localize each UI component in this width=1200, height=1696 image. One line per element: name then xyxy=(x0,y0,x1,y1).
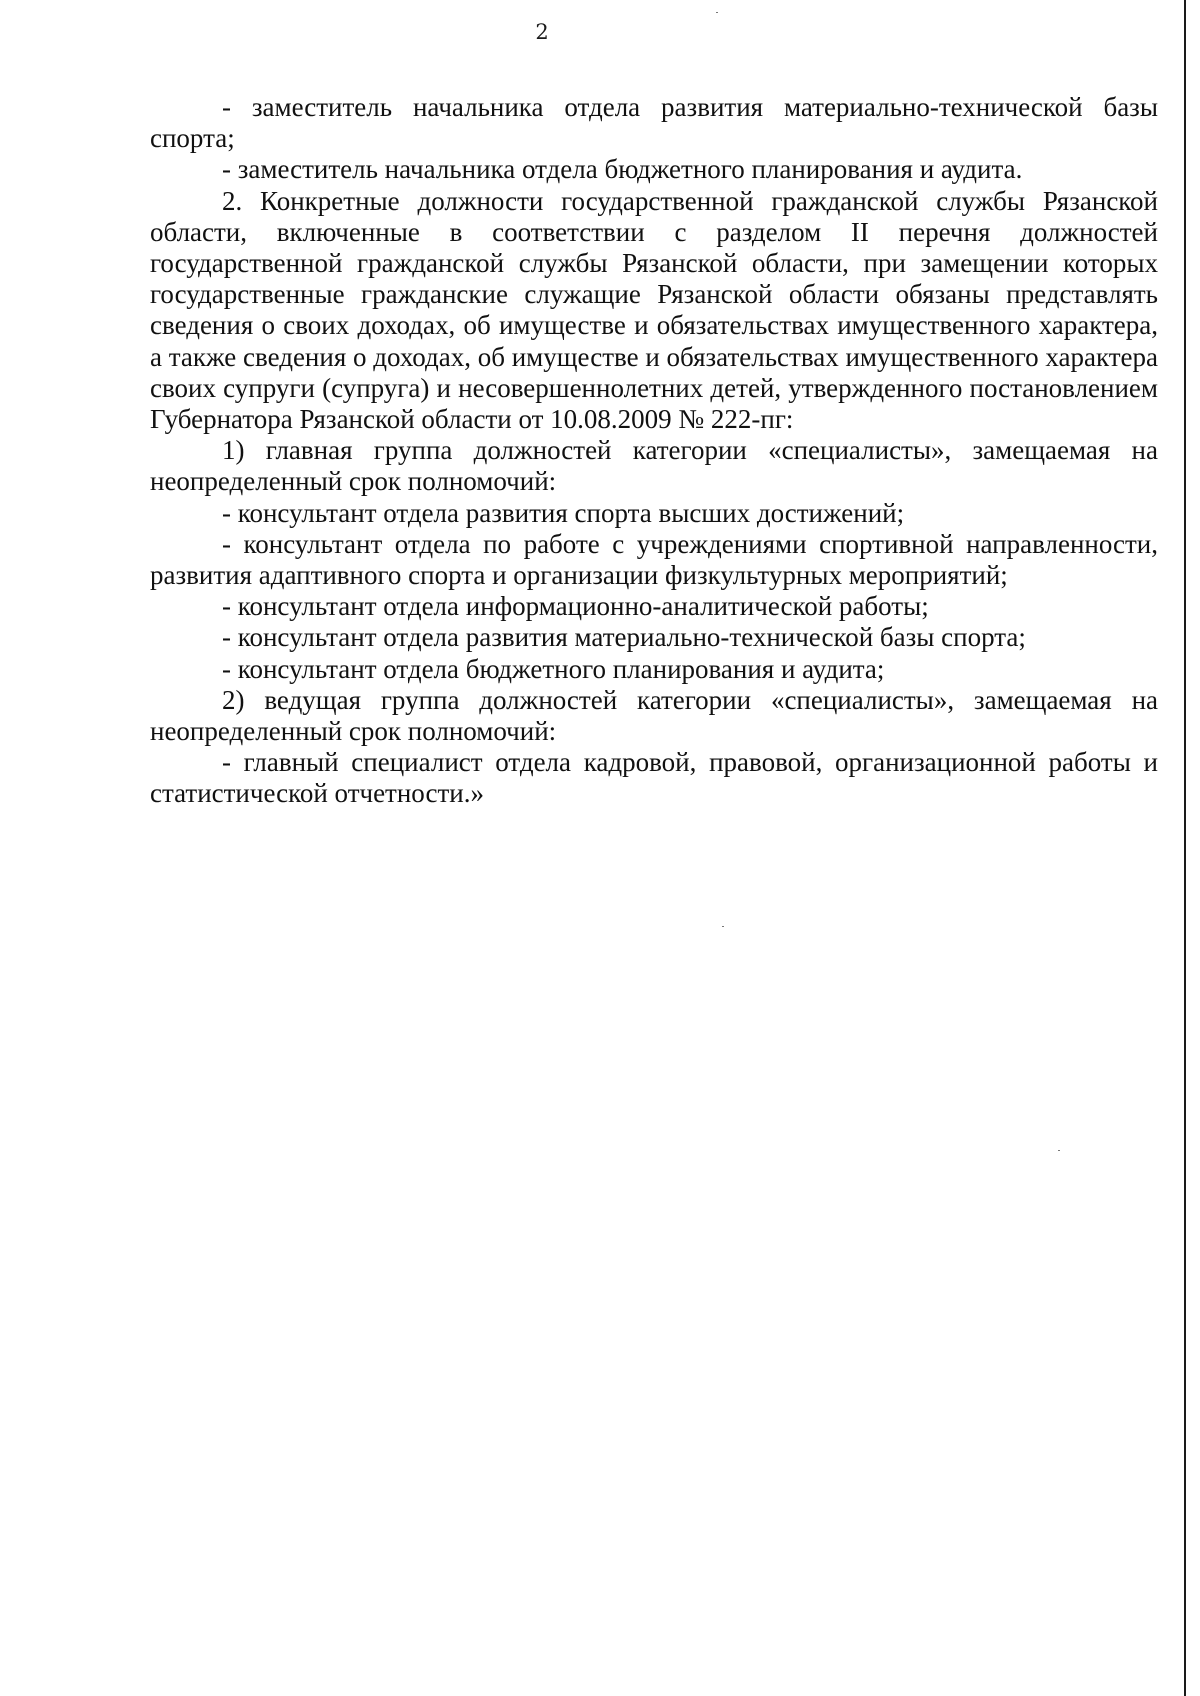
paragraph: - консультант отдела по работе с учреждениями спортивной направленности, развития адаптивного спорта и организации физкультурных мероприятий; xyxy=(150,528,1158,591)
scan-speck xyxy=(1058,1150,1060,1151)
page-edge-line xyxy=(1184,0,1186,1696)
paragraph: - консультант отдела бюджетного планирования и аудита; xyxy=(222,653,885,684)
paragraph: - консультант отдела развития материально-технической базы спорта; xyxy=(222,622,1026,653)
paragraph: - консультант отдела развития спорта высших достижений; xyxy=(222,497,905,528)
paragraph: 2. Конкретные должности государственной гражданской службы Рязанской области, включенные в соответствии с разделом II перечня должностей государственной гражданской службы Рязанской области, при замещении которых государственные гражданские служащие Рязанской области обязаны представлять сведения о своих доходах, об имуществе и обязательствах имущественного характера, а также сведения о доходах, об имуществе и обязательствах имущественного характера своих супруги (супруга) и несовершеннолетних детей, утвержденного постановлением Губернатора Рязанской области от 10.08.2009 № 222-пг: xyxy=(150,185,1158,435)
paragraph: 2) ведущая группа должностей категории «специалисты», замещаемая на неопределенный срок полномочий: xyxy=(150,684,1158,747)
paragraph: - консультант отдела информационно-аналитической работы; xyxy=(222,591,929,622)
scan-speck xyxy=(716,12,718,13)
paragraph: 1) главная группа должностей категории «специалисты», замещаемая на неопределенный срок полномочий: xyxy=(150,435,1158,497)
paragraph: - заместитель начальника отдела бюджетного планирования и аудита. xyxy=(222,154,1023,185)
scan-speck xyxy=(722,926,724,927)
paragraph: - заместитель начальника отдела развития материально-технической базы спорта; xyxy=(150,92,1158,154)
page-number: 2 xyxy=(535,20,549,44)
document-body xyxy=(150,92,1158,810)
paragraph: - главный специалист отдела кадровой, правовой, организационной работы и статистической отчетности.» xyxy=(150,747,1158,809)
